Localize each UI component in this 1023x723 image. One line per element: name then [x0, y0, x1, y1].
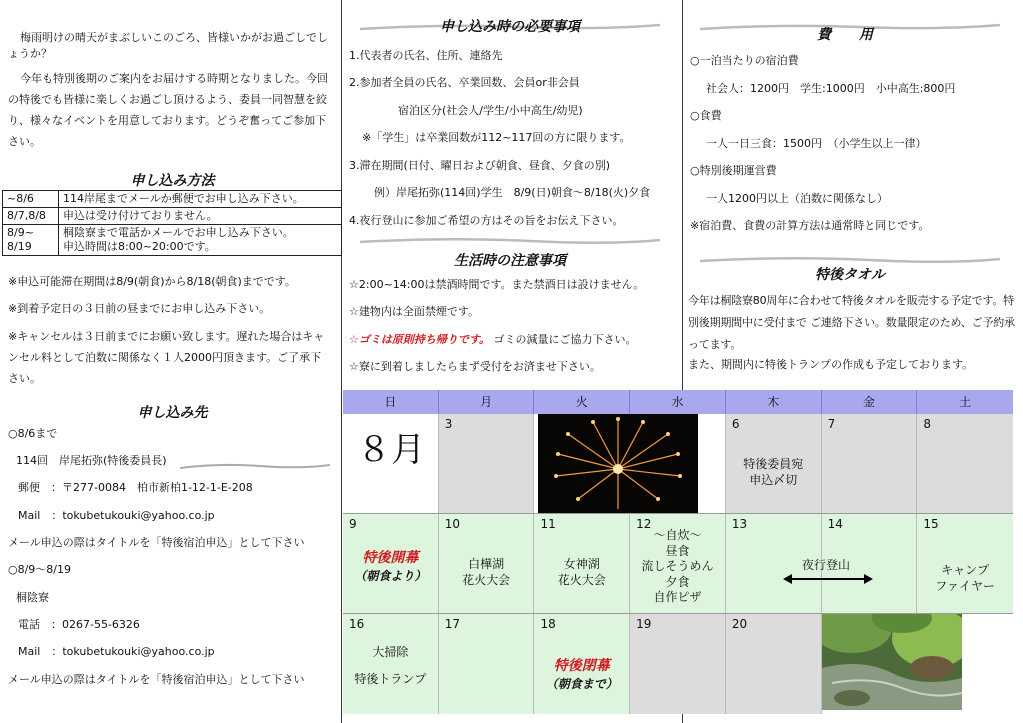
contact-line: Mail ：tokubetukouki@yahoo.co.jp — [18, 645, 215, 658]
event-fireworks-1: 白樺湖 花火大会 — [462, 557, 511, 587]
method-note-3: ※キャンセルは３日前までにお願い致します。遅れた場合はキャンセル料として泊数に関係なく１人2000円頂きます。ご了承下さい。 — [8, 330, 325, 385]
event-cards: 特後トランプ — [354, 672, 427, 686]
stream-image — [822, 614, 1013, 714]
contact-line: メール申込の際はタイトルを「特後宿泊申込」として下さい — [8, 673, 305, 686]
contact-heading: 申し込み先 — [137, 405, 208, 421]
fireworks-image — [534, 414, 725, 513]
fees-line: ○特別後期運営費 — [690, 164, 777, 177]
contact-line: 桐陰寮 — [16, 591, 49, 604]
event-closing-note: （朝食まで） — [545, 677, 618, 691]
table-row — [3, 225, 342, 256]
required-line: ※「学生」は卒業回数が112~117回の方に限ります。 — [362, 131, 631, 144]
event-opening-note: （朝食より） — [354, 569, 427, 583]
method-table — [2, 190, 342, 256]
contact-line: 郵便 ：〒277-0084 柏市新柏1-12-1-E-208 — [18, 481, 253, 494]
event-night-hike: 夜行登山 — [801, 558, 850, 572]
calendar-header — [343, 390, 1013, 414]
table-row — [3, 191, 342, 208]
calendar-week-2 — [343, 514, 1013, 614]
day-cell — [726, 414, 822, 513]
method-heading: 申し込み方法 — [130, 173, 215, 189]
towel-paragraph-1: 今年は桐陰寮80周年に合わせて特後タオルを販売する予定です。特別後期期間中に受付まで ご連絡下さい。数量限定のため、ご予約承ってます。 — [688, 294, 1015, 351]
event-fireworks-2: 女神湖 花火大会 — [557, 557, 606, 587]
fees-line: 一人一日三食：1500円 （小学生以上一律） — [706, 137, 927, 150]
event-cooking: 〜自炊〜 昼食 流しそうめん 夕食 自作ピザ — [641, 528, 714, 604]
day-cell — [439, 614, 535, 714]
fees-line: 社会人：1200円 学生:1000円 小中高生:800円 — [706, 82, 956, 95]
brush-divider — [360, 236, 660, 246]
contact-line: ○8/6まで — [8, 427, 58, 440]
day-number: 15 — [923, 517, 939, 531]
rules-line-red: ☆ゴミは原則持ち帰りです。 — [349, 333, 490, 346]
rules-line: ☆2:00~14:00は禁酒時間です。また禁酒日は設けません。 — [349, 278, 645, 291]
day-cell — [917, 514, 1013, 613]
day-number: 14 — [827, 517, 843, 531]
stream-icon — [822, 614, 962, 710]
day-cell — [917, 414, 1013, 513]
day-cell — [630, 614, 726, 714]
fees-line: ○食費 — [690, 109, 722, 122]
rules-line: ☆寮に到着しましたらまず受付をお済ませ下さい。 — [349, 360, 601, 373]
day-number: 13 — [731, 517, 748, 531]
fees-line: ○一泊当たりの宿泊費 — [690, 54, 799, 67]
contact-line: ○8/9〜8/19 — [8, 563, 72, 576]
month-label: ８月 — [357, 430, 425, 470]
column-divider-2 — [682, 0, 683, 390]
day-cell — [343, 514, 439, 613]
method-date: 8/7,8/8 — [3, 208, 59, 225]
day-number: 8 — [923, 417, 931, 431]
intro-paragraph-2: 今年も特別後期のご案内をお届けする時期となりました。今回の特後でも皆様に楽しくお過ごし頂けるよう、委員一同智慧を絞り、様々なイベントを用意しております。どうぞ奮ってご参加下さい。 — [8, 72, 328, 148]
fees-line: 一人1200円以上（泊数に関係なし） — [706, 192, 888, 205]
weekday-wed: 水 — [630, 390, 726, 414]
weekday-tue: 火 — [534, 390, 630, 414]
method-date: 8/9~ 8/19 — [3, 225, 59, 256]
day-cell — [534, 514, 630, 613]
weekday-mon: 月 — [439, 390, 535, 414]
fees-heading: 費 用 — [817, 27, 873, 43]
day-number: 18 — [540, 617, 556, 631]
calendar-week-1 — [343, 414, 1013, 514]
required-line: 例）岸尾拓弥(114回)学生 8/9(日)朝食〜8/18(火)夕食 — [374, 186, 651, 199]
day-cell — [343, 614, 439, 714]
required-line: 4.夜行登山に参加ご希望の方はその旨をお伝え下さい。 — [349, 214, 624, 227]
fireworks-icon — [538, 414, 698, 513]
day-number: 3 — [444, 417, 453, 431]
day-number: 12 — [636, 517, 652, 531]
event-campfire: キャンプ ファイヤー — [935, 563, 996, 593]
method-date: ~8/6 — [3, 191, 59, 208]
day-cell — [439, 414, 535, 513]
day-number: 9 — [349, 517, 357, 531]
day-number: 17 — [444, 617, 460, 631]
weekday-fri: 金 — [822, 390, 918, 414]
month-cell — [343, 414, 439, 513]
day-number: 11 — [540, 517, 556, 531]
double-arrow-icon — [783, 573, 873, 585]
required-line: 1.代表者の氏名、住所、連絡先 — [349, 49, 503, 62]
method-note-1: ※申込可能滞在期間は8/9(朝食)から8/18(朝食)までです。 — [8, 275, 296, 288]
contact-line: メール申込の際はタイトルを「特後宿泊申込」として下さい — [8, 536, 305, 549]
weekday-thu: 木 — [726, 390, 822, 414]
day-number: 6 — [731, 417, 740, 431]
towel-paragraph-2: また、期間内に特後トランプの作成も予定しております。 — [688, 358, 974, 371]
method-text: 桐陰寮まで電話かメールでお申し込み下さい。 申込時間は8:00~20:00です。 — [59, 225, 342, 256]
contact-line: Mail ：tokubetukouki@yahoo.co.jp — [18, 509, 215, 522]
contact-line: 114回 岸尾拓弥(特後委員長) — [16, 454, 167, 467]
day-number: 16 — [349, 617, 365, 631]
weekday-sun: 日 — [343, 390, 439, 414]
day-cell — [822, 414, 918, 513]
event-cleaning: 大掃除 — [372, 645, 409, 659]
rules-heading: 生活時の注意事項 — [454, 253, 566, 269]
intro-paragraph-1: 梅雨明けの晴天がまぶしいこのごろ、皆様いかがお過ごしでしょうか？ — [8, 31, 328, 60]
day-number: 19 — [636, 617, 652, 631]
brush-divider — [180, 462, 330, 472]
towel-heading: 特後タオル — [815, 267, 885, 283]
event-opening: 特後開幕 — [362, 550, 419, 566]
day-cell — [726, 614, 822, 714]
fees-line: ※宿泊費、食費の計算方法は通常時と同じです。 — [690, 219, 930, 232]
day-cell — [534, 614, 630, 714]
august-calendar — [343, 390, 1013, 714]
day-cell — [630, 514, 726, 613]
day-number: 10 — [444, 517, 460, 531]
required-heading: 申し込み時の必要事項 — [440, 19, 580, 35]
method-note-2: ※到着予定日の３日前の昼までにお申し込み下さい。 — [8, 302, 271, 315]
day-number: 20 — [731, 617, 748, 631]
rules-line: ☆建物内は全面禁煙です。 — [349, 305, 479, 318]
method-text: 申込は受け付けておりません。 — [59, 208, 342, 225]
calendar-week-3 — [343, 614, 1013, 714]
day-number: 7 — [827, 417, 836, 431]
weekday-sat: 土 — [959, 395, 972, 409]
method-text: 114岸尾までメールか郵便でお申し込み下さい。 — [59, 191, 342, 208]
event-deadline: 特後委員宛 申込〆切 — [743, 457, 804, 487]
rules-line-rest: ゴミの減量にご協力下さい。 — [493, 333, 637, 346]
required-line: 宿泊区分(社会人/学生/小中高生/幼児) — [398, 104, 583, 117]
contact-line: 電話 ：0267-55-6326 — [18, 618, 140, 631]
column-divider-1 — [341, 0, 342, 723]
required-line: 3.滞在期間(日付、曜日および朝食、昼食、夕食の別) — [349, 159, 611, 172]
table-row — [3, 208, 342, 225]
day-cell — [439, 514, 535, 613]
rules-line-3 — [349, 330, 636, 350]
required-line: 2.参加者全員の氏名、卒業回数、会員or非会員 — [349, 76, 580, 89]
event-closing: 特後閉幕 — [553, 658, 610, 674]
